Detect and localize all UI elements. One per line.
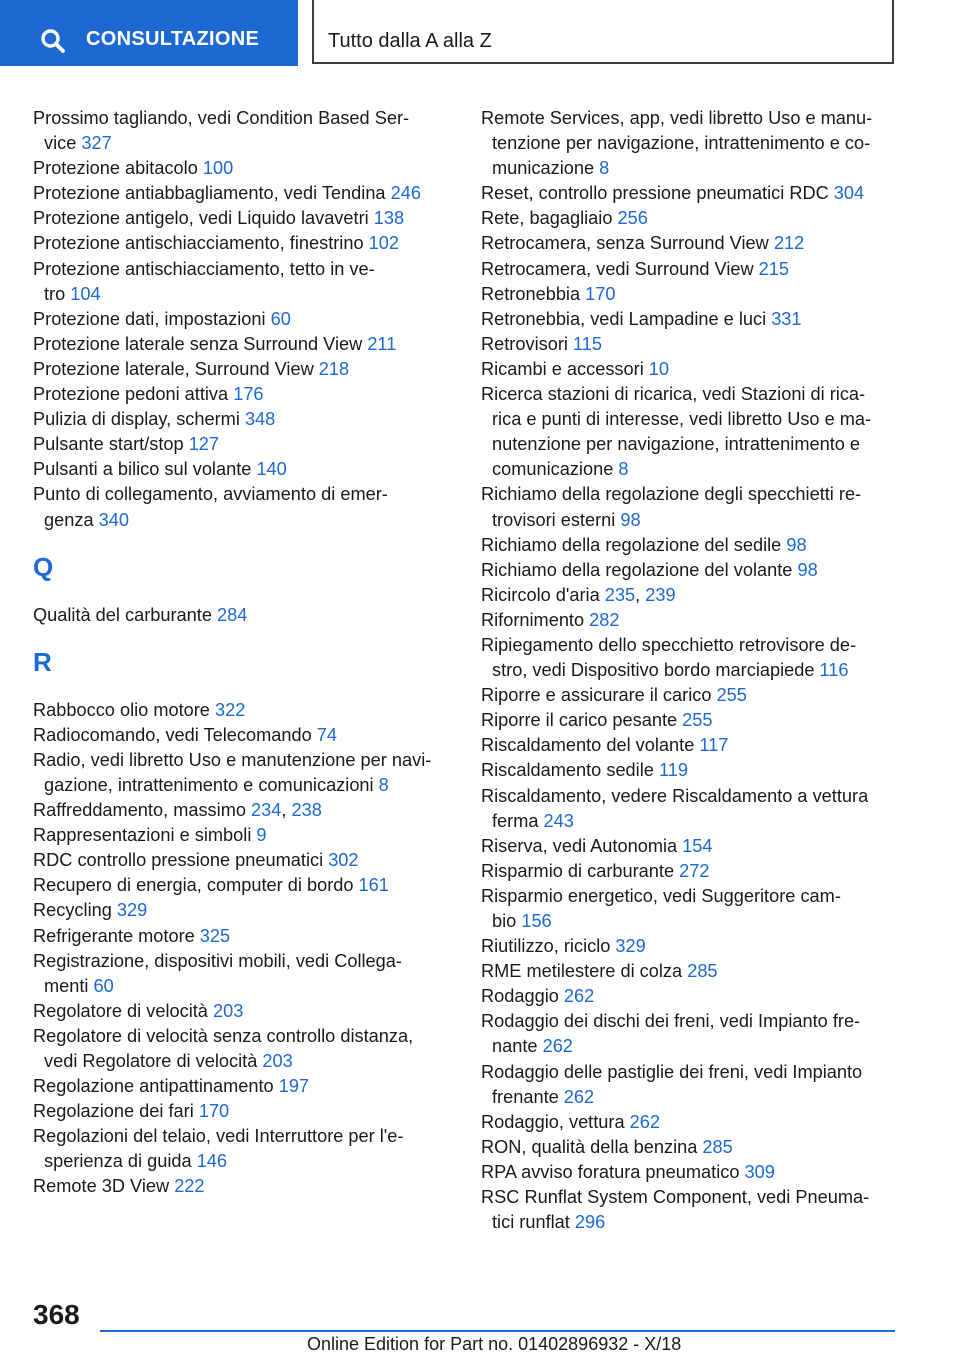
index-entry-text: Riserva, vedi Autonomia [481, 835, 683, 856]
index-entry-text: Protezione laterale senza Surround View [33, 333, 368, 354]
index-column-right [481, 106, 901, 1235]
index-entry [481, 758, 901, 783]
index-entry-text: gazione, intrattenimento e comunicazioni [44, 774, 379, 795]
page-ref-link[interactable]: 104 [70, 283, 101, 304]
index-entry: Ricircolo d'aria 235, 239 [481, 584, 676, 605]
page-ref-link[interactable]: 234 [251, 800, 282, 821]
index-entry-text: nante [492, 1036, 543, 1057]
page-ref-link[interactable]: 325 [199, 925, 231, 946]
page-ref-link[interactable]: 98 [797, 559, 818, 580]
index-entry-text: frenante [492, 1086, 564, 1107]
index-entry [481, 784, 901, 834]
page-ref-link[interactable]: 197 [278, 1076, 310, 1097]
index-entry-text: Ricircolo d'aria [481, 584, 605, 605]
page-ref-link[interactable]: 255 [682, 710, 713, 731]
index-entry-text: Recycling [33, 900, 117, 921]
page-ref-link[interactable]: 115 [572, 333, 602, 354]
header [0, 0, 960, 66]
index-entry-text: Protezione antiabbagliamento, vedi Tendina [33, 183, 391, 204]
page-ref-link[interactable]: 127 [188, 434, 220, 455]
page-ref-link[interactable]: 262 [629, 1111, 660, 1132]
index-entry [481, 884, 901, 934]
index-entry-text: stro, vedi Dispositivo bordo marciapiede [492, 660, 820, 681]
page-ref-link[interactable]: 309 [744, 1161, 775, 1182]
section-letter: R [33, 646, 52, 677]
index-entry-text: municazione [492, 158, 600, 179]
index-entry-text: Regolazioni del telaio, vedi Interruttore per l'e- [33, 1126, 404, 1147]
index-entry [481, 1060, 901, 1110]
index-entry [481, 633, 901, 683]
page-ref-link[interactable]: 8 [378, 774, 389, 795]
page-ref-link[interactable]: 98 [620, 509, 641, 530]
index-entry [33, 457, 453, 482]
page-ref-link[interactable]: 154 [682, 835, 713, 856]
index-entry-text: Rabbocco olio motore [33, 699, 215, 720]
index-entry [33, 748, 453, 798]
index-entry [33, 382, 453, 407]
page-ref-link[interactable]: 222 [174, 1176, 205, 1197]
index-entry [481, 859, 901, 884]
index-entry-text: Radiocomando, vedi Telecomando [33, 724, 317, 745]
index-entry-text: Rodaggio, vettura [481, 1111, 630, 1132]
index-entry-text: Richiamo della regolazione degli specchietti re- [481, 484, 862, 505]
index-entry [33, 432, 453, 457]
page-ref-link[interactable]: 176 [233, 384, 264, 405]
index-entry [481, 382, 901, 482]
index-entry-text: RDC controllo pressione pneumatici [33, 850, 329, 871]
page-ref-link[interactable]: 156 [521, 911, 552, 931]
index-entry [33, 698, 453, 723]
page-ref-link[interactable]: 116 [819, 660, 849, 681]
index-entry-text: Rete, bagagliaio [481, 208, 618, 229]
index-entry-text: Risparmio energetico, vedi Suggeritore cam- [481, 885, 841, 906]
index-entry [481, 106, 901, 181]
page-ref-link[interactable]: 212 [773, 233, 805, 254]
index-entry-text: bio [492, 911, 522, 931]
index-entry [33, 332, 453, 357]
page-ref-link[interactable]: 60 [270, 308, 291, 329]
index-entry-text: RPA avviso foratura pneumatico [481, 1161, 745, 1182]
index-entry: Raffreddamento, massimo 234, 238 [33, 800, 322, 821]
page-ref-link[interactable]: 284 [217, 604, 248, 625]
index-entry [481, 934, 901, 959]
index-entry [481, 683, 901, 708]
index-entry [33, 106, 453, 156]
index-entry [33, 723, 453, 748]
breadcrumb [312, 0, 894, 64]
index-entry-text: Rodaggio delle pastiglie dei freni, vedi Impianto [481, 1061, 863, 1082]
index-entry-text: vice [44, 133, 82, 154]
index-entry [481, 282, 901, 307]
index-entry [481, 533, 901, 558]
index-entry-text: sperienza di guida [44, 1151, 197, 1172]
page-ref-link[interactable]: 146 [196, 1151, 228, 1172]
index-entry [481, 307, 901, 332]
index-entry-text: Regolazione dei fari [33, 1101, 199, 1122]
index-entry-text: Risparmio di carburante [481, 860, 680, 881]
index-entry-text: Pulsanti a bilico sul volante [33, 459, 257, 480]
page-ref-link[interactable]: 285 [702, 1136, 733, 1157]
index-entry-text: ferma [492, 810, 544, 831]
index-entry [481, 1009, 901, 1059]
index-entry-text: Ricambi e accessori [481, 358, 649, 379]
page-ref-link[interactable]: 322 [214, 699, 246, 720]
section-letter: Q [33, 551, 54, 582]
page-ref-link[interactable]: 203 [212, 1000, 244, 1021]
index-entry-text: Regolatore di velocità senza controllo distanza, [33, 1025, 414, 1046]
index-entry-text: Punto di collegamento, avviamento di emer- [33, 484, 388, 505]
index-entry-text: Regolazione antipattinamento [33, 1076, 279, 1097]
page-ref-link[interactable]: 272 [679, 860, 710, 881]
index-entry-text: nutenzione per navigazione, intrattenimento e [492, 434, 861, 455]
page-ref-link[interactable]: 9 [256, 825, 267, 846]
index-entry [481, 708, 901, 733]
page-ref-link[interactable]: 102 [368, 233, 399, 254]
index-entry [33, 898, 453, 923]
page-ref-link[interactable]: 262 [542, 1036, 573, 1057]
index-entry-text: Qualità del carburante [33, 604, 218, 625]
page-ref-link[interactable]: 140 [256, 459, 287, 480]
index-entry [481, 257, 901, 282]
index-entry [33, 1124, 453, 1174]
index-entry [481, 1135, 901, 1160]
index-entry-text: Protezione pedoni attiva [33, 384, 234, 405]
page-ref-link[interactable]: 329 [615, 936, 646, 957]
index-entry [481, 231, 901, 256]
page-ref-link[interactable]: 246 [390, 183, 421, 204]
index-entry [33, 949, 453, 999]
index-entry-text: Retrocamera, vedi Surround View [481, 258, 759, 279]
index-entry-text: Richiamo della regolazione del volante [481, 559, 798, 580]
index-entry [33, 307, 453, 332]
index-entry-text: comunicazione [492, 459, 619, 480]
index-entry [481, 1110, 901, 1135]
page-ref-link[interactable]: 243 [543, 810, 574, 831]
index-entry-text: Recupero di energia, computer di bordo [33, 875, 359, 896]
index-entry [33, 257, 453, 307]
index-entry-text: vedi Regolatore di velocità [44, 1051, 263, 1071]
index-entry-text: RON, qualità della benzina [481, 1136, 703, 1157]
index-entry [481, 181, 901, 206]
page-ref-link[interactable]: 100 [202, 158, 234, 179]
index-entry [481, 482, 901, 532]
index-entry-text: Riporre e assicurare il carico [481, 685, 717, 706]
index-entry [481, 959, 901, 984]
index-entry [33, 873, 453, 898]
index-entry-text: Registrazione, dispositivi mobili, vedi Collega- [33, 950, 402, 971]
index-entry [33, 848, 453, 873]
index-entry-text: tenzione per navigazione, intrattenimento e co- [492, 133, 871, 154]
index-entry-text: rica e punti di interesse, vedi libretto Uso e ma- [492, 409, 872, 430]
index-entry-text: Riutilizzo, riciclo [481, 936, 616, 957]
tab-consultazione[interactable] [0, 0, 298, 66]
index-entry [481, 357, 901, 382]
page-ref-link[interactable]: 262 [563, 986, 595, 1007]
index-entry-text: Protezione abitacolo [33, 158, 203, 179]
index-entry [33, 407, 453, 432]
page-ref-link[interactable]: 282 [589, 609, 620, 630]
index-entry-text: Riporre il carico pesante [481, 710, 683, 731]
index-entry-text: tro [44, 283, 71, 304]
page-ref-link[interactable]: 262 [563, 1086, 595, 1107]
index-entry-text: Radio, vedi libretto Uso e manutenzione per navi- [33, 749, 432, 770]
index-entry-text: Riscaldamento del volante [481, 735, 700, 756]
index-entry-text: tici runflat [492, 1212, 575, 1233]
page-number: 368 [33, 1299, 80, 1330]
index-entry-text: menti [44, 975, 94, 996]
page-ref-link[interactable]: 8 [599, 158, 610, 179]
page-ref-link[interactable]: 8 [618, 459, 629, 480]
page-ref-link[interactable]: 331 [771, 308, 802, 329]
index-entry-text: Pulsante start/stop [33, 434, 189, 455]
page-ref-link[interactable]: 10 [648, 358, 670, 379]
index-entry [33, 999, 453, 1024]
index-entry [33, 1074, 453, 1099]
page-ref-link[interactable]: 60 [93, 975, 114, 996]
index-entry-text: Protezione antischiacciamento, finestrino [33, 233, 369, 254]
footer-edition-text: Online Edition for Part no. 01402896932 - X/18 [307, 1334, 682, 1354]
index-entry [481, 608, 901, 633]
index-entry-text: Pulizia di display, schermi [33, 409, 245, 430]
index-entry-text: Regolatore di velocità [33, 1000, 213, 1021]
index-entry-text: RME metilestere di colza [481, 961, 688, 982]
index-entry-text: genza [44, 509, 99, 530]
page-ref-link[interactable]: 138 [373, 208, 405, 229]
index-entry-text: Richiamo della regolazione del sedile [481, 534, 787, 555]
index-entry-text: Ripiegamento dello specchietto retrovisore de- [481, 634, 857, 655]
index-entry [33, 1174, 453, 1199]
index-entry-text: Refrigerante motore [33, 925, 200, 946]
page-ref-link[interactable]: 340 [98, 509, 129, 530]
page-ref-link[interactable]: 161 [358, 875, 389, 896]
index-entry-text: Protezione antischiacciamento, tetto in ve- [33, 258, 375, 279]
search-icon [40, 28, 66, 54]
index-entry-text: Riscaldamento, vedere Riscaldamento a vettura [481, 785, 869, 806]
page-ref-link[interactable]: 98 [786, 534, 807, 555]
page-ref-link[interactable]: 285 [687, 961, 718, 982]
page-ref-link[interactable]: 296 [574, 1212, 606, 1233]
page-ref-link[interactable]: 329 [116, 900, 148, 921]
page-ref-link[interactable]: 170 [585, 283, 616, 304]
index-entry-text: Rodaggio [481, 986, 564, 1007]
page-ref-link[interactable]: 203 [262, 1051, 293, 1071]
index-entry [481, 1160, 901, 1185]
index-entry-text: Protezione antigelo, vedi Liquido lavavetri [33, 208, 374, 229]
index-entry-text: Retronebbia [481, 283, 586, 304]
index-entry-text: Retrovisori [481, 333, 573, 354]
index-entry-text: Rodaggio dei dischi dei freni, vedi Impianto fre- [481, 1011, 861, 1032]
index-entry-text: Protezione dati, impostazioni [33, 308, 271, 329]
index-entry [33, 482, 453, 532]
index-entry-text: Remote 3D View [33, 1176, 175, 1197]
page-ref-link[interactable]: 256 [617, 208, 648, 229]
index-entry-text: trovisori esterni [492, 509, 621, 530]
index-column-left [33, 106, 453, 1200]
index-entry [33, 181, 453, 206]
index-entry [33, 206, 453, 231]
page-ref-link[interactable]: 239 [645, 584, 676, 605]
index-entry [33, 823, 453, 848]
index-entry-text: Rappresentazioni e simboli [33, 825, 257, 846]
index-entry-text: Protezione laterale, Surround View [33, 358, 319, 379]
page-ref-link[interactable]: 74 [316, 724, 338, 745]
index-entry [481, 332, 901, 357]
index-entry-text: Retronebbia, vedi Lampadine e luci [481, 308, 772, 329]
index-entry-text: Reset, controllo pressione pneumatici RDC [481, 183, 834, 204]
page-ref-link[interactable]: 218 [318, 358, 350, 379]
index-entry [481, 733, 901, 758]
page-ref-link[interactable]: 302 [328, 850, 359, 871]
breadcrumb-label: Tutto dalla A alla Z [328, 30, 492, 52]
index-entry [33, 603, 453, 628]
footer-divider [100, 1330, 895, 1332]
page-ref-link[interactable]: 117 [699, 735, 729, 756]
index-entry [481, 1185, 901, 1235]
page-ref-link[interactable]: 255 [716, 685, 747, 706]
page-ref-link[interactable]: 170 [198, 1101, 230, 1122]
index-entry [33, 1099, 453, 1124]
index-entry [33, 924, 453, 949]
tab-consultazione-label: CONSULTAZIONE [86, 28, 260, 50]
page-ref-link[interactable]: 211 [367, 333, 397, 354]
index-entry [33, 357, 453, 382]
index-entry [481, 206, 901, 231]
index-entry [481, 984, 901, 1009]
index-entry-text: RSC Runflat System Component, vedi Pneuma- [481, 1187, 870, 1208]
index-entry-text: Ricerca stazioni di ricarica, vedi Stazioni di rica- [481, 384, 866, 405]
page-ref-link[interactable]: 119 [658, 760, 688, 781]
index-entry [33, 231, 453, 256]
index-entry [481, 834, 901, 859]
index-entry-text: Prossimo tagliando, vedi Condition Based Ser- [33, 108, 410, 128]
index-entry-text: Raffreddamento, massimo [33, 800, 252, 821]
page-ref-link[interactable]: 235 [604, 584, 636, 605]
index-entry-text: Retrocamera, senza Surround View [481, 233, 774, 254]
page-ref-link[interactable]: 238 [291, 800, 322, 821]
index-entry [481, 558, 901, 583]
index-entry [33, 1024, 453, 1074]
page-ref-link[interactable]: 348 [244, 409, 276, 430]
index-entry [33, 156, 453, 181]
index-entry-text: Rifornimento [481, 609, 590, 630]
page-ref-link[interactable]: 215 [758, 258, 790, 279]
index-entry-text: Remote Services, app, vedi libretto Uso e manu- [481, 108, 873, 128]
page-ref-link[interactable]: 327 [81, 133, 112, 154]
page-ref-link[interactable]: 304 [833, 183, 865, 204]
index-entry-text: Riscaldamento sedile [481, 760, 659, 781]
